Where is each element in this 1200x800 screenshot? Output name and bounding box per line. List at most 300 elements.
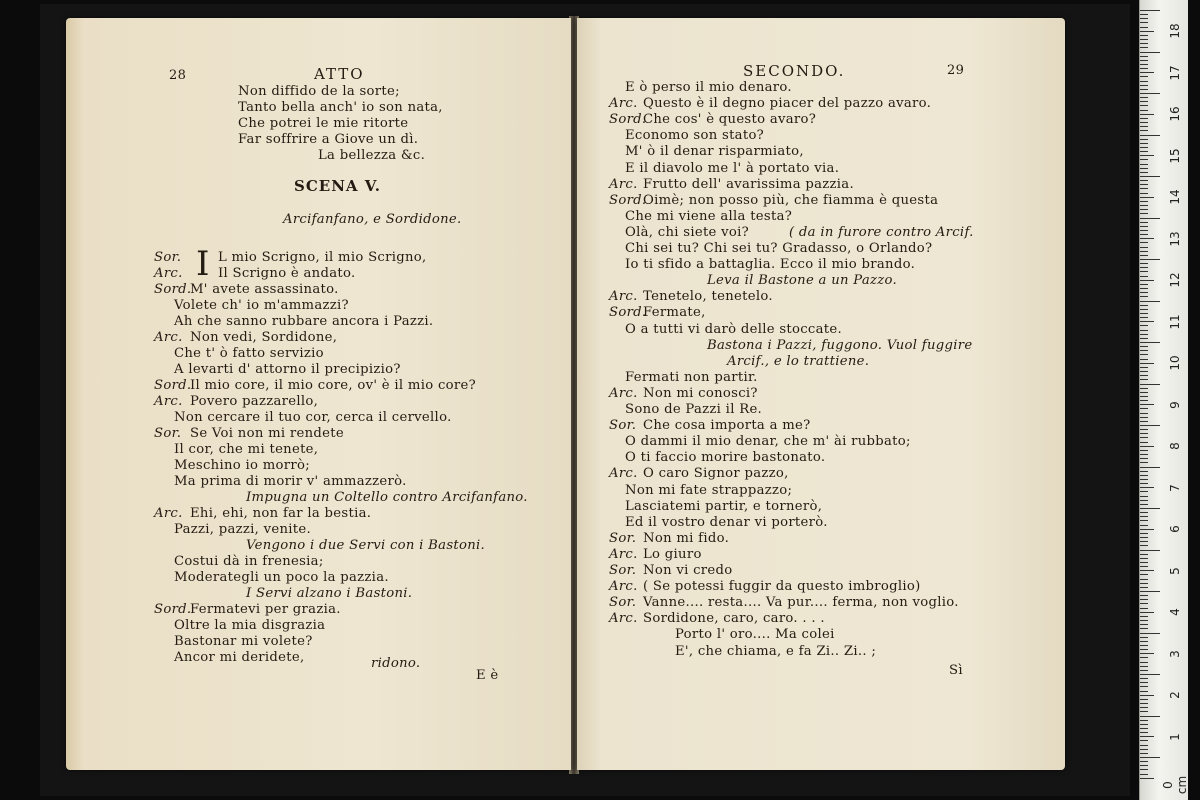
line-text: Io ti sfido a battaglia. Ecco il mio brando.: [625, 257, 916, 273]
speaker-label: Sor.: [609, 595, 637, 611]
ruler-tick: [1140, 197, 1154, 198]
ruler-tick: [1140, 686, 1148, 687]
speaker-label: Sord.: [609, 192, 647, 208]
speaker-label: Arc.: [154, 330, 183, 345]
scene-title: SCENA V.: [294, 177, 382, 195]
ruler-tick: [1140, 774, 1148, 775]
ruler-tick: [1140, 603, 1148, 604]
line-text: Arcif., e lo trattiene.: [727, 353, 870, 369]
ruler-tick: [1140, 695, 1154, 696]
line-text: Bastona i Pazzi, fuggono. Vuol fuggire: [707, 337, 973, 353]
ruler-number: 2: [1168, 691, 1182, 699]
ruler-tick: [1140, 674, 1160, 675]
ruler-tick: [1140, 139, 1148, 140]
ruler-tick: [1140, 76, 1148, 77]
line-text: Non mi fate strappazzo;: [625, 482, 793, 498]
line-text: Olà, chi siete voi?: [625, 224, 750, 240]
ruler-number: 9: [1168, 400, 1182, 409]
line-text: Che cosa importa a me?: [643, 418, 811, 434]
ruler-number: 6: [1168, 525, 1182, 533]
ruler-tick: [1140, 396, 1148, 397]
speaker-label: Sor.: [154, 426, 182, 441]
ruler-tick: [1140, 367, 1148, 368]
ruler-tick: [1140, 641, 1148, 642]
ruler-tick: [1140, 68, 1148, 69]
line-text: A levarti d' attorno il precipizio?: [174, 362, 401, 377]
ruler-number: 5: [1168, 566, 1182, 575]
ruler-tick: [1140, 255, 1148, 256]
ruler-tick: [1140, 313, 1148, 314]
ruler-tick: [1140, 670, 1148, 671]
ruler-tick: [1140, 43, 1148, 44]
ruler-tick: [1140, 550, 1160, 551]
ruler-tick: [1140, 201, 1148, 202]
ruler-tick: [1140, 691, 1148, 692]
ruler-tick: [1140, 516, 1148, 517]
ruler-tick: [1140, 740, 1148, 741]
ruler-tick: [1140, 238, 1154, 239]
ruler-tick: [1140, 39, 1148, 40]
ruler-tick: [1140, 666, 1148, 667]
line-text: Il Scrigno è andato.: [218, 266, 356, 281]
ruler-tick: [1140, 496, 1148, 497]
line-text: Non cercare il tuo cor, cerca il cervello.: [174, 410, 452, 425]
speaker-label: Arc.: [609, 385, 638, 401]
ruler-tick: [1140, 159, 1148, 160]
left-catchword: E è: [476, 668, 499, 683]
ruler-tick: [1140, 296, 1148, 297]
ruler-tick: [1140, 334, 1148, 335]
ruler-tick: [1140, 155, 1154, 156]
ruler-tick: [1140, 31, 1154, 32]
ruler-tick: [1140, 180, 1148, 181]
line-text: Moderategli un poco la pazzia.: [174, 570, 389, 585]
ruler-tick: [1140, 583, 1148, 584]
ruler-tick: [1140, 699, 1148, 700]
line-text: E il diavolo me l' à portato via.: [625, 160, 840, 176]
ruler-tick: [1140, 525, 1148, 526]
ruler-tick: [1140, 624, 1148, 625]
ruler-tick: [1140, 570, 1154, 571]
line-text: O ti faccio morire bastonato.: [625, 450, 826, 466]
line-text: Povero pazzarello,: [190, 394, 319, 409]
ruler-tick: [1140, 218, 1160, 219]
speaker-label: Sord.: [154, 282, 192, 297]
ruler-tick: [1140, 267, 1148, 268]
ruler-tick: [1140, 317, 1148, 318]
line-text: Chi sei tu? Chi sei tu? Gradasso, o Orlando?: [625, 241, 933, 256]
ruler-tick: [1140, 620, 1148, 621]
line-text: Pazzi, pazzi, venite.: [174, 522, 312, 537]
ruler-tick: [1140, 288, 1148, 289]
ruler-tick: [1140, 491, 1148, 492]
scene-characters: Arcifanfano, e Sordidone.: [283, 212, 462, 227]
ruler-tick: [1140, 458, 1148, 459]
ruler-tick: [1140, 284, 1148, 285]
left-running-header: ATTO: [314, 65, 365, 83]
ruler-tick: [1140, 164, 1148, 165]
ruler-tick: [1140, 276, 1148, 277]
ruler-tick: [1140, 247, 1148, 248]
ruler-tick: [1140, 22, 1148, 23]
ruler-tick: [1140, 292, 1148, 293]
speaker-label: Sord.: [154, 602, 192, 617]
speaker-label: Arc.: [609, 176, 638, 192]
line-text: Lo giuro: [643, 546, 702, 562]
ruler-tick: [1140, 408, 1148, 409]
line-text: Sono de Pazzi il Re.: [625, 402, 763, 417]
line-text: E ò perso il mio denaro.: [625, 80, 792, 95]
ruler-tick: [1140, 595, 1148, 596]
ruler-tick: [1140, 707, 1148, 708]
line-text: Far soffrire a Giove un dì.: [238, 132, 419, 147]
ruler-tick: [1140, 724, 1148, 725]
speaker-label: Sor.: [609, 563, 637, 578]
ruler-tick: [1140, 579, 1148, 580]
line-text: Il cor, che mi tenete,: [174, 442, 319, 457]
ruler-tick: [1140, 628, 1148, 629]
ruler-tick: [1140, 462, 1148, 463]
ruler-number: 15: [1168, 147, 1182, 164]
ruler-tick: [1140, 126, 1148, 127]
line-text: Fermate,: [643, 305, 706, 321]
ruler-tick: [1140, 301, 1160, 302]
line-text: Vanne.... resta.... Va pur.... ferma, non voglio.: [643, 595, 959, 611]
ruler-number: 18: [1168, 23, 1182, 39]
line-text: L mio Scrigno, il mio Scrigno,: [218, 250, 427, 265]
ruler-tick: [1140, 354, 1148, 355]
ruler-tick: [1140, 757, 1160, 758]
ruler-tick: [1140, 678, 1148, 679]
ruler-tick: [1140, 193, 1148, 194]
ruler-tick: [1140, 442, 1148, 443]
ruler-tick: [1140, 151, 1148, 152]
ruler-tick: [1140, 72, 1154, 73]
speaker-label: Sor.: [154, 250, 182, 265]
ruler-tick: [1140, 64, 1148, 65]
line-text: Costui dà in frenesia;: [174, 554, 324, 569]
ruler-number: 1: [1168, 732, 1182, 741]
ruler-tick: [1140, 483, 1148, 484]
ruler-number: 14: [1168, 189, 1182, 205]
ruler-tick: [1140, 184, 1148, 185]
line-text: Il mio core, il mio core, ov' è il mio core?: [190, 378, 476, 393]
ruler-tick: [1140, 404, 1154, 405]
ruler-tick: [1140, 633, 1160, 634]
ruler-tick: [1140, 388, 1148, 389]
ruler-tick: [1140, 338, 1148, 339]
ruler-tick: [1140, 437, 1148, 438]
ruler-tick: [1140, 657, 1148, 658]
left-last-stage: ridono.: [371, 656, 421, 671]
ruler-tick: [1140, 27, 1148, 28]
line-text: I Servi alzano i Bastoni.: [246, 586, 413, 601]
ruler-tick: [1140, 259, 1160, 260]
ruler-tick: [1140, 566, 1148, 567]
line-text: Ah che sanno rubbare ancora i Pazzi.: [174, 314, 434, 329]
line-text: Tenetelo, tenetelo.: [643, 289, 773, 305]
ruler-tick: [1140, 529, 1154, 530]
ruler-tick: [1140, 421, 1148, 422]
ruler-number: 3: [1168, 649, 1182, 658]
ruler-number: 7: [1168, 483, 1182, 492]
ruler-tick: [1140, 400, 1148, 401]
ruler-tick: [1140, 736, 1154, 737]
ruler-tick: [1140, 765, 1148, 766]
ruler-tick: [1140, 325, 1148, 326]
line-text: O caro Signor pazzo,: [643, 466, 789, 482]
line-text: E', che chiama, e fa Zi.. Zi.. ;: [675, 643, 877, 659]
ruler-tick: [1140, 716, 1160, 717]
ruler-tick: [1140, 85, 1148, 86]
line-text: Se Voi non mi rendete: [190, 426, 344, 441]
line-text: Sordidone, caro, caro. . . .: [643, 611, 825, 627]
ruler-number: 4: [1168, 608, 1182, 616]
line-text: Impugna un Coltello contro Arcifanfano.: [246, 490, 528, 505]
line-text: Porto l' oro.... Ma colei: [675, 627, 835, 643]
ruler-tick: [1140, 662, 1148, 663]
speaker-label: Arc.: [154, 506, 183, 521]
ruler-tick: [1140, 413, 1148, 414]
ruler-tick: [1140, 147, 1148, 148]
line-text: Ancor mi deridete,: [174, 650, 305, 665]
line-text: Che potrei le mie ritorte: [238, 116, 409, 131]
ruler-tick: [1140, 305, 1148, 306]
ruler-tick: [1140, 504, 1148, 505]
left-page-number: 28: [169, 68, 187, 83]
ruler-tick: [1140, 379, 1148, 380]
ruler-tick: [1140, 682, 1148, 683]
ruler-tick: [1140, 359, 1148, 360]
line-text: Non mi fido.: [643, 530, 730, 546]
ruler-tick: [1140, 649, 1148, 650]
ruler-tick: [1140, 242, 1148, 243]
ruler-tick: [1140, 512, 1148, 513]
speaker-label: Arc.: [609, 466, 638, 482]
ruler-tick: [1140, 101, 1148, 102]
ruler-tick: [1140, 168, 1148, 169]
aside-stage-direction: ( da in furore contro Arcif.: [789, 224, 974, 240]
line-text: Lasciatemi partir, e tornerò,: [625, 498, 823, 514]
line-text: Meschino io morrò;: [174, 458, 310, 473]
line-text: Vengono i due Servi con i Bastoni.: [246, 538, 486, 553]
dropcap-letter: I: [196, 244, 210, 284]
ruler-tick: [1140, 587, 1148, 588]
line-text: Non vi credo: [643, 563, 733, 578]
ruler-tick: [1140, 612, 1154, 613]
ruler-tick: [1140, 321, 1154, 322]
right-running-header: SECONDO.: [743, 62, 846, 80]
ruler-number: 0 cm: [1161, 775, 1189, 795]
ruler-tick: [1140, 761, 1148, 762]
ruler-tick: [1140, 533, 1148, 534]
line-text: Fermatevi per grazia.: [190, 602, 341, 617]
ruler-tick: [1140, 520, 1148, 521]
ruler-tick: [1140, 749, 1148, 750]
ruler-tick: [1140, 188, 1148, 189]
ruler-tick: [1140, 135, 1160, 136]
speaker-label: Sord.: [609, 305, 647, 321]
ruler-tick: [1140, 114, 1154, 115]
ruler-tick: [1140, 703, 1148, 704]
ruler-tick: [1140, 562, 1148, 563]
ruler-tick: [1140, 417, 1148, 418]
ruler-tick: [1140, 637, 1148, 638]
line-text: M' avete assassinato.: [190, 282, 339, 297]
line-text: Questo è il degno piacer del pazzo avaro.: [643, 96, 932, 112]
ruler-tick: [1140, 14, 1148, 15]
ruler-tick: [1140, 89, 1148, 90]
ruler-tick: [1140, 330, 1148, 331]
ruler-tick: [1140, 537, 1148, 538]
measuring-ruler: [1139, 0, 1188, 800]
ruler-tick: [1140, 346, 1148, 347]
ruler-tick: [1140, 309, 1148, 310]
ruler-tick: [1140, 500, 1148, 501]
ruler-tick: [1140, 18, 1148, 19]
speaker-label: Sor.: [609, 530, 637, 546]
ruler-tick: [1140, 222, 1148, 223]
ruler-tick: [1140, 371, 1148, 372]
ruler-tick: [1140, 375, 1148, 376]
ruler-number: 13: [1168, 230, 1182, 247]
ruler-tick: [1140, 608, 1148, 609]
ruler-tick: [1140, 753, 1148, 754]
line-text: M' ò il denar risparmiato,: [625, 144, 804, 160]
ruler-tick: [1140, 392, 1148, 393]
ruler-tick: [1140, 384, 1160, 385]
speaker-label: Sor.: [609, 418, 637, 434]
ruler-tick: [1140, 230, 1148, 231]
line-text: Ed il vostro denar vi porterò.: [625, 514, 828, 530]
line-text: Economo son stato?: [625, 128, 765, 144]
ruler-number: 8: [1168, 442, 1182, 450]
ruler-tick: [1140, 558, 1148, 559]
ruler-tick: [1140, 10, 1160, 11]
ruler-tick: [1140, 728, 1148, 729]
ruler-tick: [1140, 143, 1148, 144]
ruler-tick: [1140, 122, 1148, 123]
line-text: Ma prima di morir v' ammazzerò.: [174, 474, 407, 489]
ruler-tick: [1140, 52, 1160, 53]
speaker-label: Arc.: [609, 96, 638, 112]
ruler-tick: [1140, 653, 1154, 654]
ruler-tick: [1140, 209, 1148, 210]
ruler-tick: [1140, 769, 1148, 770]
ruler-tick: [1140, 599, 1148, 600]
ruler-tick: [1140, 213, 1148, 214]
ruler-tick: [1140, 363, 1154, 364]
ruler-tick: [1140, 454, 1148, 455]
ruler-number: 17: [1168, 64, 1182, 81]
ruler-number: 10: [1168, 355, 1182, 371]
line-text: Non diffido de la sorte;: [238, 84, 400, 99]
line-text: Tanto bella anch' io son nata,: [238, 100, 443, 115]
right-page-number: 29: [947, 63, 965, 78]
ruler-tick: [1140, 450, 1148, 451]
ruler-tick: [1140, 487, 1154, 488]
line-text: O dammi il mio denar, che m' ài rubbato;: [625, 434, 911, 450]
ruler-tick: [1140, 711, 1148, 712]
ruler-tick: [1140, 545, 1148, 546]
ruler-number: 11: [1168, 313, 1182, 330]
speaker-label: Arc.: [609, 611, 638, 627]
speaker-label: Arc.: [609, 289, 638, 305]
ruler-tick: [1140, 350, 1148, 351]
ruler-tick: [1140, 263, 1148, 264]
line-text: Bastonar mi volete?: [174, 634, 313, 649]
line-text: Che t' ò fatto servizio: [174, 346, 324, 361]
ruler-tick: [1140, 446, 1154, 447]
ruler-tick: [1140, 205, 1148, 206]
ruler-number: 16: [1168, 106, 1182, 122]
ruler-tick: [1140, 732, 1148, 733]
line-text: O a tutti vi darò delle stoccate.: [625, 321, 842, 337]
right-page: [577, 18, 1065, 770]
line-text: Che cos' è questo avaro?: [643, 112, 817, 128]
ruler-tick: [1140, 467, 1160, 468]
ruler-tick: [1140, 591, 1160, 592]
ruler-tick: [1140, 616, 1148, 617]
ruler-tick: [1140, 97, 1148, 98]
ruler-tick: [1140, 508, 1160, 509]
ruler-tick: [1140, 176, 1160, 177]
ruler-tick: [1140, 475, 1148, 476]
ruler-tick: [1140, 93, 1160, 94]
ruler-tick: [1140, 35, 1148, 36]
line-text: Ehi, ehi, non far la bestia.: [190, 506, 372, 521]
speaker-label: Arc.: [609, 546, 638, 562]
ruler-number: 12: [1168, 272, 1182, 288]
speaker-label: Arc.: [609, 579, 638, 595]
ruler-tick: [1140, 60, 1148, 61]
line-text: Oltre la mia disgrazia: [174, 618, 326, 633]
ruler-tick: [1140, 645, 1148, 646]
ruler-tick: [1140, 130, 1148, 131]
ruler-tick: [1140, 554, 1148, 555]
line-text: Che mi viene alla testa?: [625, 208, 793, 224]
speaker-label: Arc.: [154, 394, 183, 409]
ruler-tick: [1140, 271, 1148, 272]
speaker-label: Sord.: [154, 378, 192, 393]
ruler-tick: [1140, 541, 1148, 542]
ruler-tick: [1140, 172, 1148, 173]
ruler-tick: [1140, 47, 1148, 48]
ruler-tick: [1140, 234, 1148, 235]
ruler-tick: [1140, 118, 1148, 119]
speaker-label: Sord.: [609, 112, 647, 128]
line-text: Oimè; non posso più, che fiamma è questa: [643, 192, 939, 208]
right-catchword: Sì: [949, 663, 963, 678]
speaker-label: Arc.: [154, 266, 183, 281]
ruler-tick: [1140, 56, 1148, 57]
ruler-tick: [1140, 429, 1148, 430]
ruler-tick: [1140, 81, 1148, 82]
ruler-tick: [1140, 745, 1148, 746]
line-text: La bellezza &c.: [318, 148, 426, 163]
line-text: Non vedi, Sordidone,: [190, 330, 338, 345]
ruler-tick: [1140, 105, 1148, 106]
ruler-tick: [1140, 720, 1148, 721]
ruler-tick: [1140, 226, 1148, 227]
line-text: Fermati non partir.: [625, 369, 758, 385]
line-text: Non mi conosci?: [643, 385, 758, 401]
line-text: Frutto dell' avarissima pazzia.: [643, 176, 854, 192]
ruler-tick: [1140, 778, 1154, 779]
ruler-tick: [1140, 425, 1160, 426]
line-text: Volete ch' io m'ammazzi?: [174, 298, 349, 313]
ruler-tick: [1140, 342, 1160, 343]
